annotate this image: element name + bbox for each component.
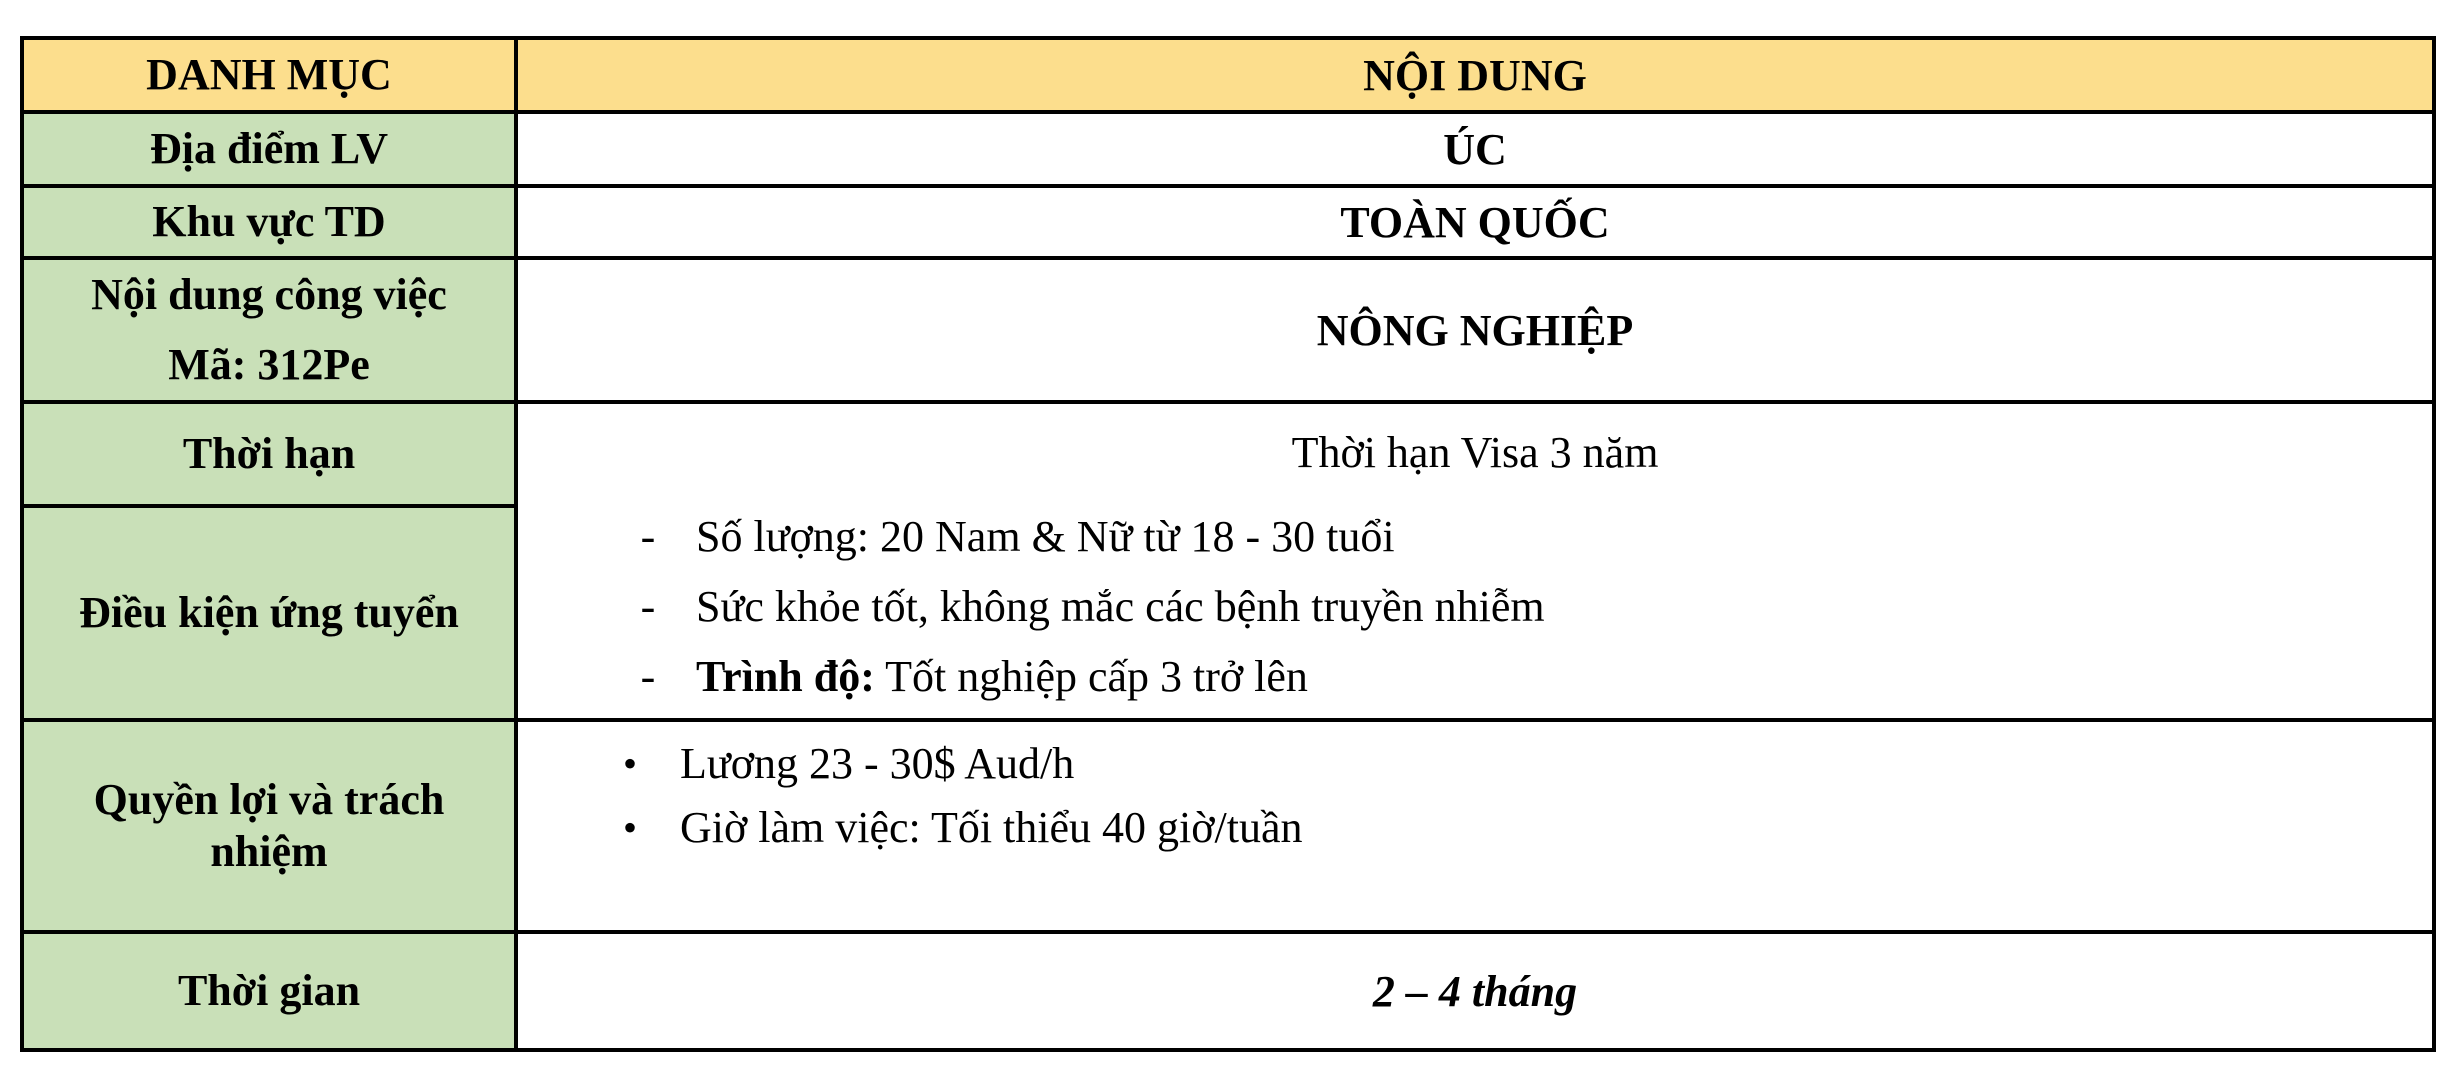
- requirements-label: Điều kiện ứng tuyển: [22, 506, 516, 720]
- dash-marker: -: [640, 582, 656, 631]
- requirement-text: [696, 642, 1308, 712]
- duration-row: [22, 932, 2434, 1050]
- requirement-text-rest: Tốt nghiệp cấp 3 trở lên: [874, 652, 1308, 701]
- benefit-text: Lương 23 - 30$ Aud/h: [680, 739, 1075, 788]
- job-code: Mã: 312Pe: [168, 340, 370, 389]
- duration-value: 2 – 4 tháng: [516, 932, 2434, 1050]
- term-requirements-cell: [516, 402, 2434, 720]
- benefit-text: Giờ làm việc: Tối thiểu 40 giờ/tuần: [680, 803, 1303, 852]
- dash-marker: -: [640, 652, 656, 701]
- region-value: TOÀN QUỐC: [516, 186, 2434, 258]
- requirement-text: Số lượng: 20 Nam & Nữ từ 18 - 30 tuổi: [696, 512, 1395, 561]
- requirement-text: Sức khỏe tốt, không mắc các bệnh truyền nhiễm: [696, 582, 1545, 631]
- job-value: NÔNG NGHIỆP: [516, 258, 2434, 402]
- dash-marker: -: [640, 512, 656, 561]
- term-label: Thời hạn: [22, 402, 516, 506]
- header-row: [22, 38, 2434, 112]
- requirement-item: [518, 642, 2432, 712]
- job-label: [22, 258, 516, 402]
- requirements-list: [518, 502, 2432, 712]
- bullet-marker: •: [622, 805, 637, 850]
- job-info-sheet: [20, 36, 2436, 1052]
- location-label: Địa điểm LV: [22, 112, 516, 186]
- location-row: [22, 112, 2434, 186]
- region-label: Khu vực TD: [22, 186, 516, 258]
- requirement-bold-label: Trình độ:: [696, 652, 875, 701]
- location-value: ÚC: [516, 112, 2434, 186]
- term-value: Thời hạn Visa 3 năm: [1291, 428, 1659, 477]
- benefits-label: Quyền lợi và trách nhiệm: [22, 720, 516, 932]
- region-row: [22, 186, 2434, 258]
- requirement-item: [518, 502, 2432, 572]
- benefits-row: [22, 720, 2434, 932]
- term-row: [22, 402, 2434, 506]
- benefit-item: [518, 796, 2432, 860]
- header-content-cell: NỘI DUNG: [516, 38, 2434, 112]
- job-info-table: [20, 36, 2436, 1052]
- benefit-item: [518, 732, 2432, 796]
- bullet-marker: •: [622, 741, 637, 786]
- job-row: [22, 258, 2434, 402]
- header-category-cell: DANH MỤC: [22, 38, 516, 112]
- job-label-line1: Nội dung công việc: [91, 270, 447, 319]
- benefits-cell: [516, 720, 2434, 932]
- duration-label: Thời gian: [22, 932, 516, 1050]
- requirement-item: [518, 572, 2432, 642]
